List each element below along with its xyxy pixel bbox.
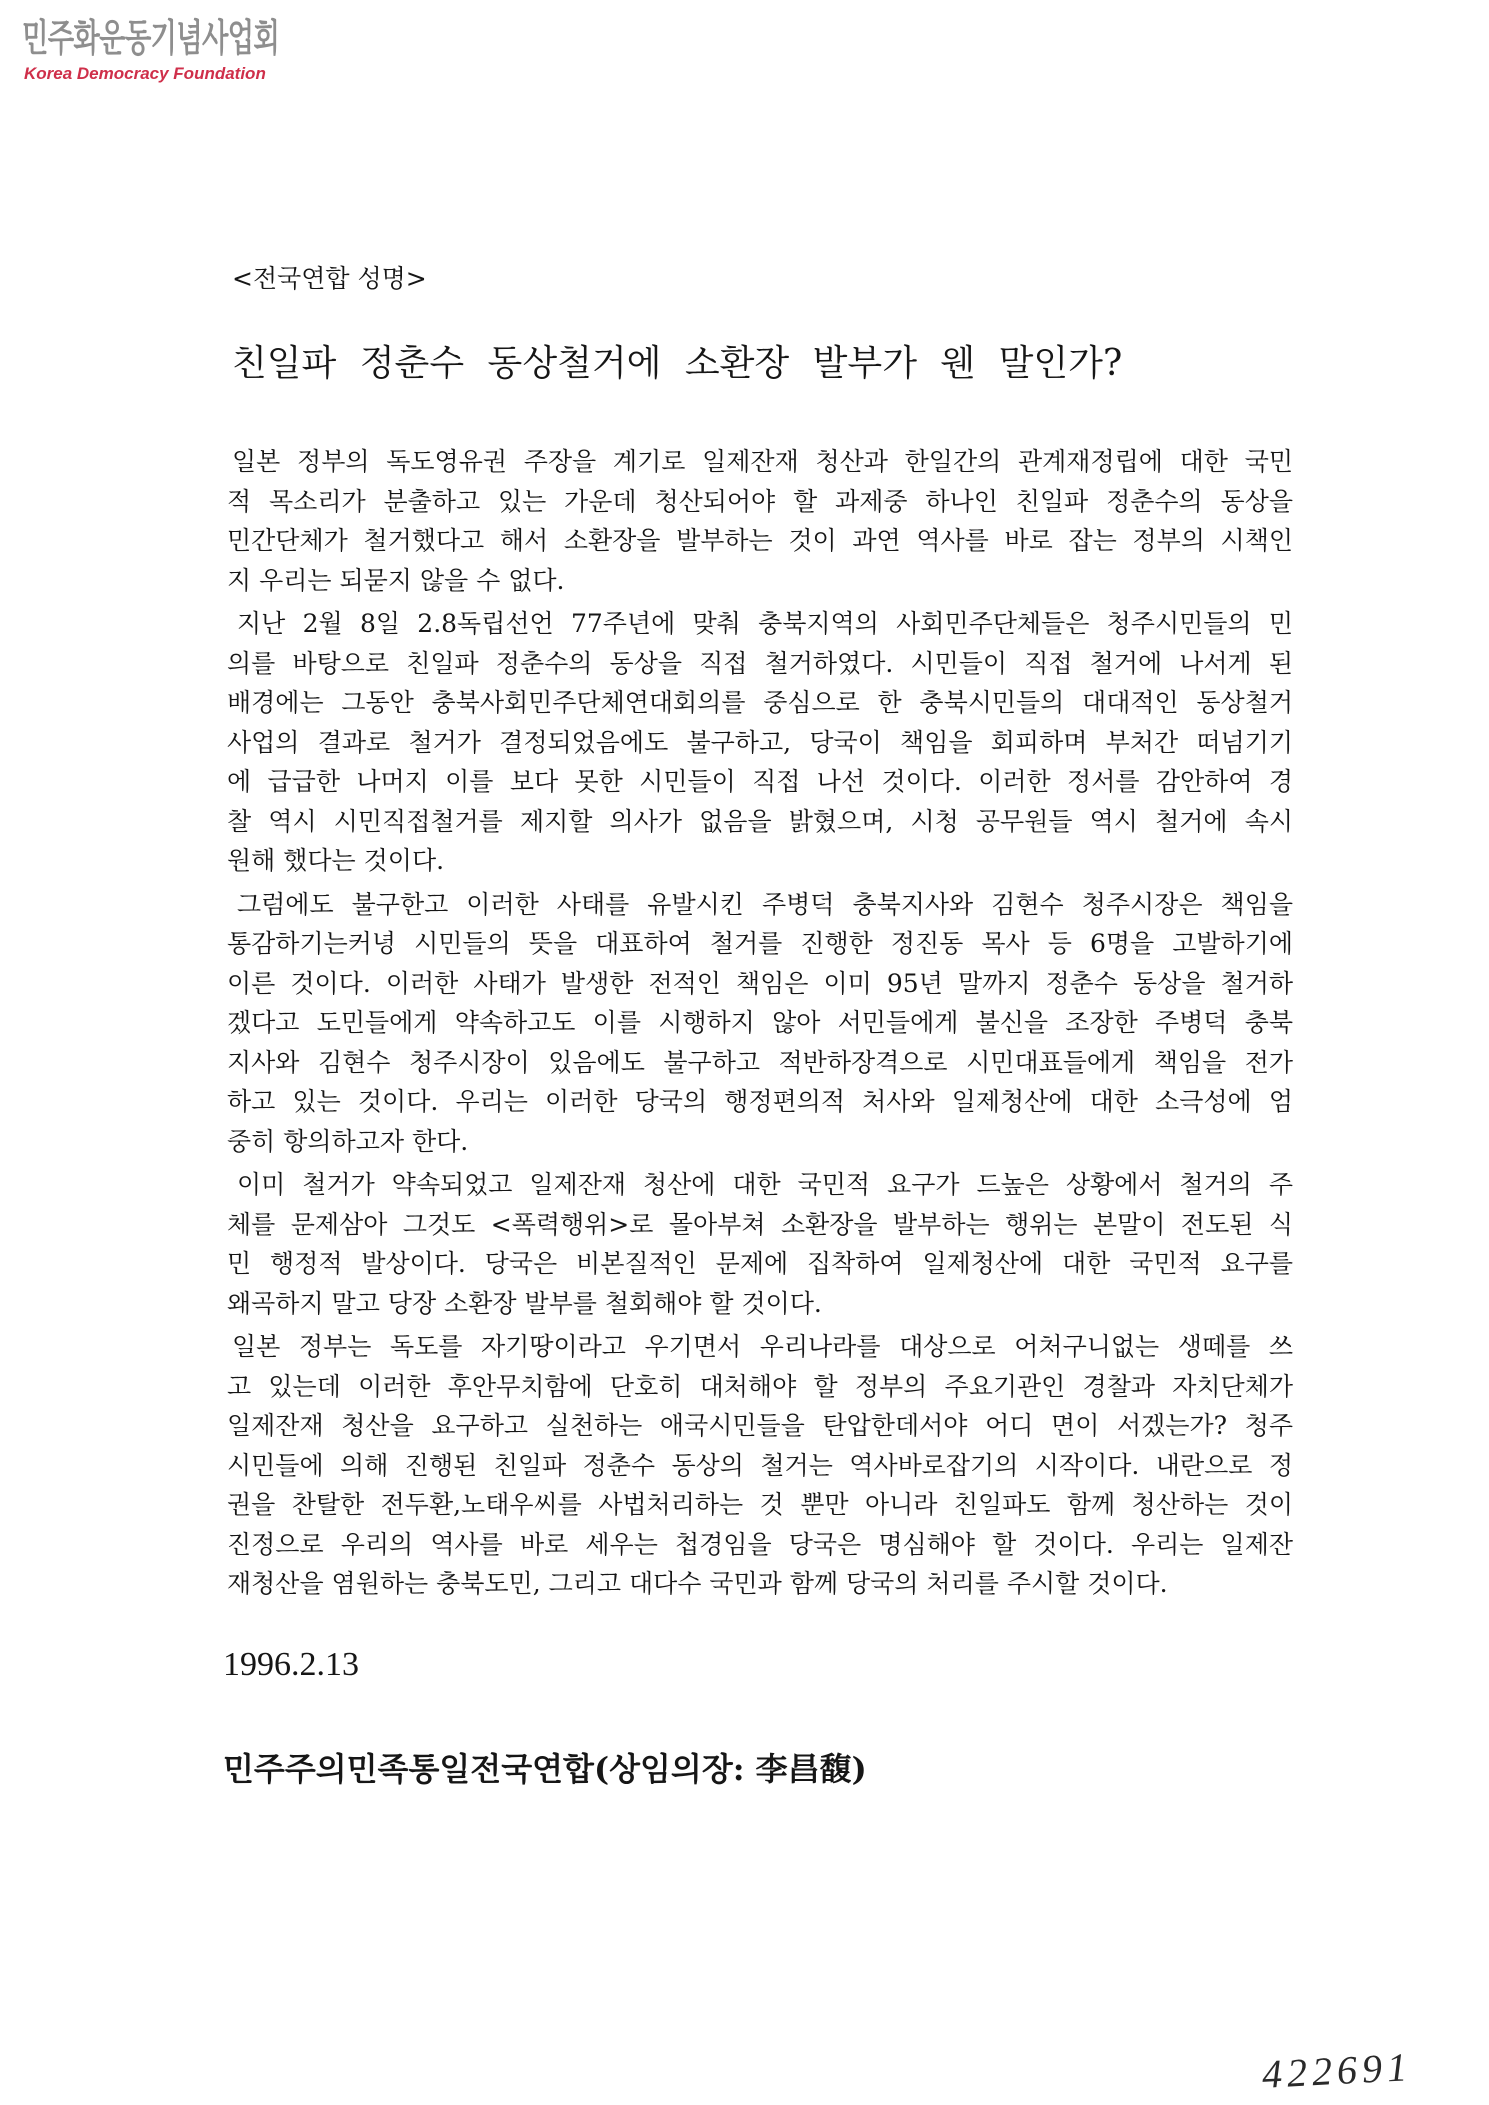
paragraph — [227, 1327, 1293, 1604]
body-line: 에 급급한 나머지 이를 보다 못한 시민들이 직접 나선 것이다. 이러한 정서를 감안하여 경 — [227, 767, 1293, 796]
body-line: 민간단체가 철거했다고 해서 소환장을 발부하는 것이 과연 역사를 바로 잡는 정부의 시책인 — [227, 526, 1293, 555]
body-line: 왜곡하지 말고 당장 소환장 발부를 철회해야 할 것이다. — [227, 1288, 822, 1318]
body-line: 지사와 김현수 청주시장이 있음에도 불구하고 적반하장격으로 시민대표들에게 책임을 전가 — [227, 1047, 1293, 1077]
body-line: 원해 했다는 것이다. — [227, 846, 445, 875]
body-line: 지 우리는 되묻지 않을 수 없다. — [227, 565, 565, 595]
body-line: 중히 항의하고자 한다. — [227, 1126, 469, 1156]
statement-title: 친일파 정춘수 동상철거에 소환장 발부가 웬 말인가? — [232, 343, 1123, 384]
statement-label: <전국연합 성명> — [232, 264, 427, 293]
logo-english-text: Korea Democracy Foundation — [24, 64, 266, 83]
body-line: 사업의 결과로 철거가 결정되었음에도 불구하고, 당국이 책임을 회피하며 부처간 떠넘기기 — [227, 727, 1293, 757]
statement-body — [227, 442, 1293, 1604]
body-line: 배경에는 그동안 충북사회민주단체연대회의를 중심으로 한 충북시민들의 대대적인 동상철거 — [227, 688, 1293, 717]
body-line: 권을 찬탈한 전두환,노태우씨를 사법처리하는 것 뿐만 아니라 친일파도 함께 청산하는 것이 — [227, 1490, 1293, 1519]
body-line: 진정으로 우리의 역사를 바로 세우는 첩경임을 당국은 명심해야 할 것이다. 우리는 일제잔 — [227, 1529, 1293, 1559]
body-line: 그럼에도 불구한고 이러한 사태를 유발시킨 주병덕 충북지사와 김현수 청주시장은 책임을 — [237, 889, 1293, 919]
body-line: 통감하기는커녕 시민들의 뜻을 대표하여 철거를 진행한 정진동 목사 등 6명을 고발하기에 — [227, 929, 1293, 958]
paragraph — [227, 885, 1293, 1162]
body-line: 이른 것이다. 이러한 사태가 발생한 전적인 책임은 이미 95년 말까지 정춘수 동상을 철거하 — [227, 968, 1293, 998]
body-line: 민 행정적 발상이다. 당국은 비본질적인 문제에 집착하여 일제청산에 대한 국민적 요구를 — [227, 1249, 1293, 1278]
body-line: 체를 문제삼아 그것도 <폭력행위>로 몰아부쳐 소환장을 발부하는 행위는 본말이 전도된 식 — [227, 1209, 1293, 1239]
statement-date: 1996.2.13 — [223, 1646, 359, 1683]
paragraph — [227, 442, 1293, 600]
body-line: 시민들에 의해 진행된 친일파 정춘수 동상의 철거는 역사바로잡기의 시작이다. 내란으로 정 — [227, 1450, 1293, 1480]
body-line: 고 있는데 이러한 후안무치함에 단호히 대처해야 할 정부의 주요기관인 경찰과 자치단체가 — [227, 1371, 1293, 1401]
body-line: 겠다고 도민들에게 약속하고도 이를 시행하지 않아 서민들에게 불신을 조장한 주병덕 충북 — [227, 1008, 1293, 1037]
paragraph — [227, 604, 1293, 881]
body-line: 하고 있는 것이다. 우리는 이러한 당국의 행정편의적 처사와 일제청산에 대한 소극성에 엄 — [227, 1087, 1293, 1116]
body-line: 일본 정부의 독도영유권 주장을 계기로 일제잔재 청산과 한일간의 관계재정립에 대한 국민 — [232, 447, 1293, 476]
body-line: 재청산을 염원하는 충북도민, 그리고 대다수 국민과 함께 당국의 처리를 주시할 것이다. — [227, 1569, 1168, 1598]
logo-korean-text: 민주화운동기념사업회 — [22, 16, 280, 60]
body-line: 지난 2월 8일 2.8독립선언 77주년에 맞춰 충북지역의 사회민주단체들은 청주시민들의 민 — [237, 609, 1293, 638]
body-line: 일제잔재 청산을 요구하고 실천하는 애국시민들을 탄압한데서야 어디 면이 서겠는가? 청주 — [227, 1411, 1293, 1440]
archive-number: 422691 — [1260, 2044, 1414, 2097]
body-line: 의를 바탕으로 친일파 정춘수의 동상을 직접 철거하였다. 시민들이 직접 철거에 나서게 된 — [227, 648, 1293, 678]
issuer-signature: 민주주의민족통일전국연합(상임의장: 李昌馥) — [223, 1750, 867, 1788]
body-line: 찰 역시 시민직접철거를 제지할 의사가 없음을 밝혔으며, 시청 공무원들 역시 철거에 속시 — [227, 806, 1293, 836]
body-line: 적 목소리가 분출하고 있는 가운데 청산되어야 할 과제중 하나인 친일파 정춘수의 동상을 — [227, 486, 1293, 516]
body-line: 일본 정부는 독도를 자기땅이라고 우기면서 우리나라를 대상으로 어처구니없는 생떼를 쓰 — [232, 1332, 1293, 1361]
body-line: 이미 철거가 약속되었고 일제잔재 청산에 대한 국민적 요구가 드높은 상황에서 철거의 주 — [237, 1170, 1293, 1199]
paragraph — [227, 1165, 1293, 1323]
